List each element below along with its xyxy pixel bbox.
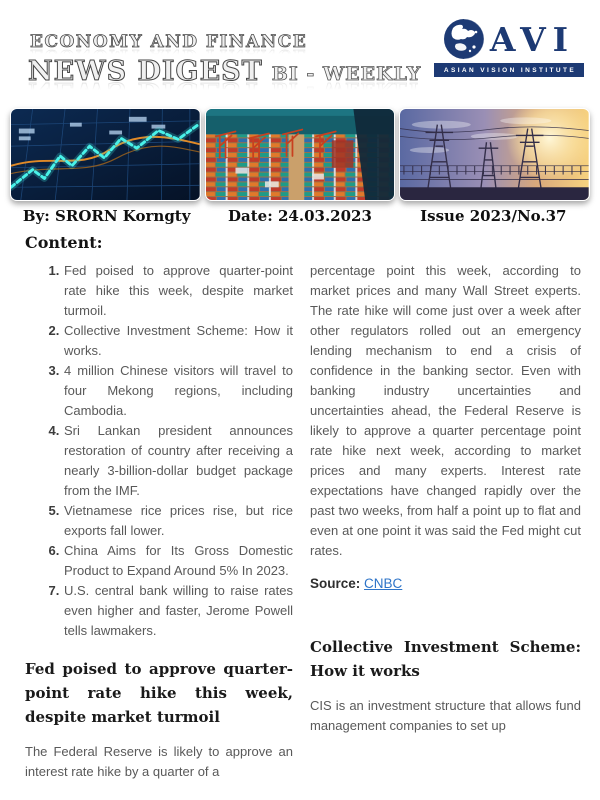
byline-author: By: SRORN Korngty: [22, 207, 191, 225]
article-heading-cis: Collective Investment Scheme: How it works: [310, 638, 581, 680]
avi-acronym: AVI: [489, 19, 576, 59]
source-line: [310, 576, 581, 591]
article-body-fed-start: The Federal Reserve is likely to approve an interest rate hike by a quarter of a: [25, 744, 293, 779]
content-item: 2. Collective Investment Scheme: How it works.: [63, 321, 293, 361]
avi-logo-row: [434, 18, 584, 60]
issue-date: Date: 24.03.2023: [228, 207, 372, 225]
category-title: ECONOMY AND FINANCE: [30, 32, 308, 52]
content-item: 6. China Aims for Its Gross Domestic Product to Expand Around 5% In 2023.: [63, 541, 293, 581]
masthead-subtitle: BI - WEEKLY: [271, 63, 422, 85]
content-item: 4. Sri Lankan president announces restoration of country after receiving a nearly 3-billion-dollar budget package from the IMF.: [63, 421, 293, 501]
stock-chart-graphic: [11, 109, 200, 200]
issue-number: Issue 2023/No.37: [420, 207, 567, 225]
content-heading: Content:: [25, 233, 103, 252]
byline-row: [10, 207, 590, 225]
container-port-graphic: [206, 109, 395, 200]
source-label: Source:: [310, 576, 361, 591]
hero-image-power-lines: [399, 108, 590, 201]
content-item: 3. 4 million Chinese visitors will travel to four Mekong regions, including Cambodia.: [63, 361, 293, 421]
content-item: 1. Fed poised to approve quarter-point rate hike this week, despite market turmoil.: [63, 261, 293, 321]
article-body-fed-continuation: percentage point this week, according to market prices and many Wall Street experts. The rate hike will come just over a week after other regulators rolled out an emergency lending mechanism to end a crisis of confidence in the banking sector. Even with banking industry uncertainties and uncertainties ahead, the Federal Reserve is likely to approve a quarter percentage point rate hike next week, according to market prices and many experts. Interest rate expectations have changed rapidly over the past two weeks, from half a point up to flat and even at one point it was said the Fed might cut rates.: [310, 263, 581, 558]
left-column: [25, 261, 293, 782]
masthead-title: NEWS DIGEST: [28, 56, 263, 87]
content-list: [25, 261, 293, 641]
content-item: 7. U.S. central bank willing to raise rates even higher and faster, Jerome Powell tells lawmakers.: [63, 581, 293, 641]
avi-org-banner: ASIAN VISION INSTITUTE: [434, 63, 584, 77]
content-item: 5. Vietnamese rice prices rise, but rice exports fall lower.: [63, 501, 293, 541]
masthead: [28, 56, 421, 87]
right-column: [310, 261, 581, 736]
source-link-cnbc[interactable]: CNBC: [364, 576, 403, 591]
hero-image-stock-chart: [10, 108, 201, 201]
article-heading-fed: Fed poised to approve quarter-point rate hike this week, despite market turmoil: [25, 660, 293, 726]
hero-image-container-port: [205, 108, 396, 201]
avi-logo: [434, 18, 584, 77]
globe-asia-icon: [443, 18, 485, 60]
power-lines-graphic: [400, 109, 589, 200]
hero-image-strip: [10, 108, 590, 201]
article-body-cis-start: CIS is an investment structure that allows fund management companies to set up: [310, 698, 581, 733]
